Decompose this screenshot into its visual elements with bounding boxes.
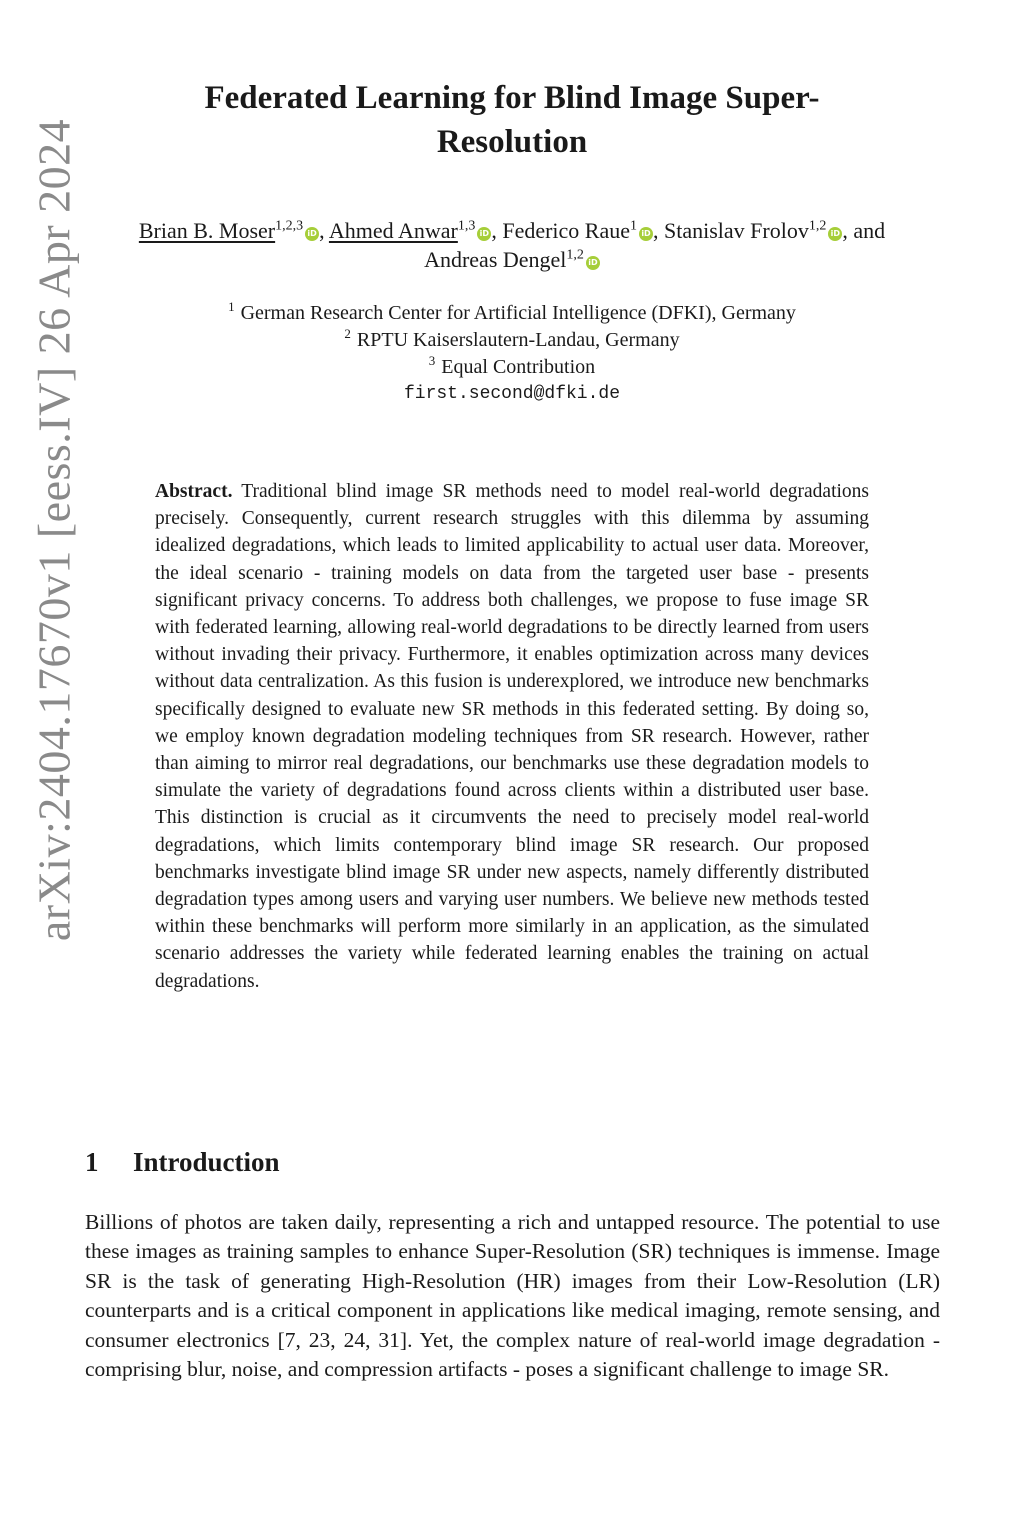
affiliation-text: German Research Center for Artificial Intelligence (DFKI), Germany xyxy=(240,302,796,324)
arxiv-id-text: arXiv:2404.17670v1 [eess.IV] 26 Apr 2024 xyxy=(28,118,80,941)
affiliation-text: RPTU Kaiserslautern-Landau, Germany xyxy=(356,329,680,351)
orcid-icon[interactable]: iD xyxy=(639,227,653,241)
section-title: Introduction xyxy=(133,1147,280,1177)
affiliations xyxy=(110,300,914,408)
abstract xyxy=(155,478,869,995)
author-name[interactable]: Brian B. Moser xyxy=(138,218,276,243)
contact-email[interactable]: first.second@dfki.de xyxy=(403,384,621,404)
orcid-icon[interactable]: iD xyxy=(828,227,842,241)
affiliation-mark: 3 xyxy=(428,353,436,369)
author-affil-mark: 1,2 xyxy=(808,218,827,234)
author-list: Brian B. Moser$^{1,2,3}$ iD , Ahmed Anwar$^{1,3}$ iD , Federico Raue$^1$ iD , Stanislav Frolov$^{1,2}$ iD , and Andreas Dengel$^{1,2}$ iD xyxy=(138,218,886,272)
section-number: 1 xyxy=(85,1147,99,1177)
author-affil-mark: 1 xyxy=(630,218,638,234)
author-affil-mark: 1,3 xyxy=(457,218,476,234)
arxiv-identifier-stamp xyxy=(14,82,94,977)
affiliation-line xyxy=(110,327,914,354)
affiliation-text: Equal Contribution xyxy=(441,356,596,378)
section-heading xyxy=(85,1147,280,1178)
affiliation-line xyxy=(110,300,914,327)
affiliation-line xyxy=(110,354,914,381)
author-affil-mark: 1,2,3 xyxy=(275,218,304,234)
affiliation-mark: 1 xyxy=(228,299,235,315)
paper-title: Federated Learning for Blind Image Super-Resolution xyxy=(204,80,820,160)
affiliation-mark: 2 xyxy=(344,326,351,342)
abstract-label: Abstract. xyxy=(155,481,233,502)
author-name: Federico Raue xyxy=(502,218,631,243)
author-affil-mark: 1,2 xyxy=(566,247,584,263)
orcid-icon[interactable]: iD xyxy=(586,256,600,270)
orcid-icon[interactable]: iD xyxy=(477,227,491,241)
author-name: Andreas Dengel xyxy=(424,247,567,272)
author-name[interactable]: Ahmed Anwar xyxy=(328,218,458,243)
intro-paragraph: Billions of photos are taken daily, representing a rich and untapped resource. The potential to use these images as training samples to enhance Super-Resolution (SR) techniques is immense. Image SR is the task of generating High-Resolution (HR) images from their Low-Resolution (LR) counterparts and is a critical component in applications like medical imaging, remote sensing, and consumer electronics [7, 23, 24, 31]. Yet, the complex nature of real-world image degradation - comprising blur, noise, and compression artifacts - poses a significant challenge to image SR. xyxy=(85,1210,940,1382)
author-name: Stanislav Frolov xyxy=(664,218,809,243)
abstract-text: Traditional blind image SR methods need to model real-world degradations precisely. Consequently, current research struggles with this dilemma by assuming idealized degradations, which leads to limited applicability to actual user data. Moreover, the ideal scenario - training models on data from the targeted user base - presents significant privacy concerns. To address both challenges, we propose to fuse image SR with federated learning, allowing real-world degradations to be directly learned from users without invading their privacy. Furthermore, it enables optimization across many devices without data centralization. As this fusion is underexplored, we introduce new benchmarks specifically designed to evaluate new SR methods in this federated setting. By doing so, we employ known degradation modeling techniques from SR research. However, rather than aiming to mirror real degradations, our benchmarks use these degradation models to simulate the variety of degradations found across clients within a distributed user base. This distinction is crucial as it circumvents the need to precisely model real-world degradations, which limits contemporary blind image SR research. Our proposed benchmarks investigate blind image SR under new aspects, namely differently distributed degradation types among users and varying user numbers. We believe new methods tested within these benchmarks will perform more similarly in an application, as the simulated scenario addresses the variety while federated learning enables the training on actual degradations. xyxy=(155,481,869,992)
orcid-icon[interactable]: iD xyxy=(305,227,319,241)
